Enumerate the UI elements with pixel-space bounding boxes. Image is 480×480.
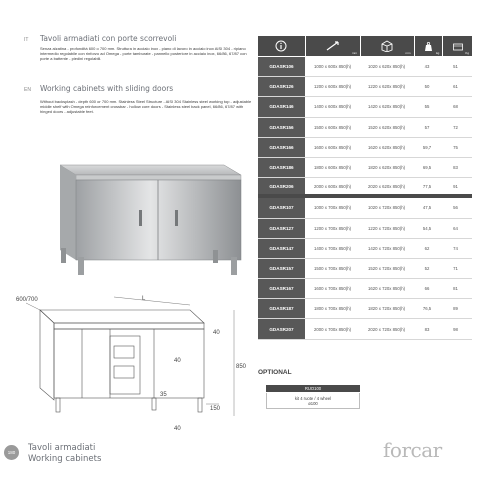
weight-icon [423,41,434,52]
package-dimensions-line: x 850(h) [389,104,406,110]
footer-title-it: Tavoli armadiati [28,443,96,453]
gross-weight: 61 [453,84,458,90]
product-code: GDASR147 [258,239,305,258]
table-row [258,299,472,319]
dim-850: 850 [236,364,246,370]
package-dimensions [360,57,413,76]
product-dimensions-line: 1800 x 600 [313,165,336,171]
gross-weight: 56 [453,205,458,211]
package-dimensions-line: 1020 x 620 [367,64,390,70]
package-dimensions [360,97,413,116]
package-dimensions [360,138,413,157]
product-dimensions-line: 1400 x 700 [313,245,336,251]
product-dimensions-line: x 850(h) [335,286,352,292]
product-dimensions [305,178,360,194]
package-dimensions-line: x 850(h) [389,245,406,251]
product-dimensions [305,219,360,238]
weight-header [415,36,443,56]
package-dimensions-line: x 850(h) [389,64,406,70]
package-dimensions-line: x 850(h) [389,84,406,90]
net-weight: 50 [424,84,430,90]
gross-weight: 75 [453,144,458,150]
package-dimensions-line: 1220 x 720 [367,225,390,231]
net-weight: 66 [424,286,430,292]
product-dimensions-line: 2000 x 600 [313,183,336,189]
product-dimensions [305,57,360,76]
net-weight: 76,5 [422,306,432,312]
gross-weight: 83 [453,165,458,171]
package-dimensions [360,319,413,338]
lang-label-en: EN [24,87,31,93]
gross-weight: 51 [453,64,458,70]
page-number-badge: 180 [4,445,19,460]
product-code: GDASR126 [258,77,305,96]
optional-title: OPTIONAL [258,369,292,376]
package-dimensions-line: 2020 x 720 [367,326,390,332]
package-dimensions [360,279,413,298]
table-row [258,97,472,117]
package-dimensions-line: 1520 x 720 [367,265,390,271]
package-dimensions-line: x 850(h) [389,225,406,231]
product-dimensions-line: 1500 x 600 [313,124,336,130]
table-row [258,239,472,259]
package-dimensions-line: x 850(h) [389,286,406,292]
package-dimensions-line: 1620 x 720 [367,286,390,292]
package-dimensions-line: x 850(h) [389,183,406,189]
package-dimensions-line: x 850(h) [389,326,406,332]
product-dimensions [305,158,360,177]
dim-35: 35 [160,392,167,398]
net-weight: 57 [424,124,430,130]
product-dimensions [305,77,360,96]
gross-weight: 98 [453,326,458,332]
footer-title-en: Working cabinets [28,454,102,464]
package-dimensions-line: x 850(h) [389,205,406,211]
package-box-icon [380,40,394,52]
product-dimensions [305,239,360,258]
description-it: Senza alzatina - profondità 600 o 700 mm. Struttura in acciaio inox - piano di lavoro in acciaio inox AISI 304 - ripiano intermedio regolabile con rinforzo ad Omega - porte tamburate - pannello posteriore in acciaio inox, 66/86, 67/87 con porte a battente - piedini regolabili. [40,46,247,62]
dim-150: 150 [210,406,221,412]
table-row [258,118,472,138]
product-dimensions-line: 1000 x 700 [313,205,336,211]
table-header [258,36,472,56]
product-dimensions [305,97,360,116]
product-code: GDASR206 [258,178,305,194]
product-dimensions-line: 2000 x 700 [313,326,336,332]
package-dimensions-line: x 850(h) [389,165,406,171]
product-dimensions-line: x 850(h) [335,144,352,150]
package-header [361,36,414,56]
gross-weight: 72 [453,124,458,130]
package-dimensions [360,77,413,96]
product-dimensions-line: 1600 x 600 [313,144,336,150]
gross-weight: 89 [453,306,458,312]
package-dimensions [360,198,413,217]
table-row [258,138,472,158]
dim-bottom-40: 40 [174,426,181,432]
dim-mid-40: 40 [174,358,181,364]
product-code: GDASR207 [258,319,305,338]
net-weight: 77,5 [422,183,432,189]
table-row [258,178,472,198]
optional-description [266,393,360,409]
table-row [258,259,472,279]
package-dimensions-line: 1420 x 720 [367,245,390,251]
table-row [258,319,472,339]
product-code: GDASR187 [258,299,305,318]
product-dimensions [305,118,360,137]
product-dimensions-line: x 850(h) [335,64,352,70]
gross-weight-header [443,36,472,56]
product-code: GDASR157 [258,259,305,278]
product-dimensions-line: x 850(h) [335,183,352,189]
gross-kg-label: Kg [465,51,469,55]
net-weight: 83 [424,326,430,332]
net-weight: 69,5 [422,165,432,171]
optional-desc-line2: ø100 [308,401,318,406]
product-dimensions-line: 1000 x 600 [313,64,336,70]
gross-weight: 91 [453,183,458,189]
mm-label: mm [352,51,358,55]
product-dimensions-line: x 850(h) [335,265,352,271]
package-dimensions-line: x 850(h) [389,265,406,271]
product-dimensions-line: x 850(h) [335,245,352,251]
product-code: GDASR156 [258,118,305,137]
brand-logo: forcar [383,438,442,462]
net-weight: 55 [424,104,430,110]
product-code: GDASR146 [258,97,305,116]
package-dimensions-line: 1520 x 620 [367,124,390,130]
gross-weight: 68 [453,104,458,110]
package-dimensions [360,178,413,194]
product-dimensions [305,198,360,217]
lang-label-it: IT [24,37,29,43]
product-dimensions-line: 1800 x 700 [313,306,336,312]
package-dimensions-line: 1820 x 620 [367,165,390,171]
gross-weight: 71 [453,265,458,271]
net-weight: 43 [424,64,430,70]
optional-desc-line1: kit 4 ruote / 4 wheel [294,396,332,401]
product-dimensions-line: x 850(h) [335,326,352,332]
package-dimensions [360,299,413,318]
product-dimensions [305,299,360,318]
product-code: GDASR127 [258,219,305,238]
net-weight: 54,5 [422,225,432,231]
package-dimensions-line: 1620 x 620 [367,144,390,150]
package-dimensions [360,219,413,238]
product-code: GDASR166 [258,138,305,157]
product-table [258,36,472,340]
product-dimensions-line: x 850(h) [335,84,352,90]
package-dimensions [360,259,413,278]
optional-code: RUO100 [266,385,360,392]
table-row [258,198,472,218]
product-dimensions-line: 1200 x 700 [313,225,336,231]
package-dimensions [360,158,413,177]
pack-mm-label: mm [405,51,411,55]
product-dimensions-line: 1600 x 700 [313,286,336,292]
net-weight: 59,7 [422,144,432,150]
title-en: Working cabinets with sliding doors [40,84,174,93]
product-dimensions-line: 1500 x 700 [313,265,336,271]
net-weight: 62 [424,245,430,251]
product-dimensions-line: x 850(h) [335,124,352,130]
package-dimensions-line: 1420 x 620 [367,104,390,110]
dim-depth: 600/700 [16,297,38,303]
product-dimensions-line: x 850(h) [335,306,352,312]
product-dimensions [305,319,360,338]
package-dimensions [360,239,413,258]
product-dimensions-line: 1400 x 600 [313,104,336,110]
title-it: Tavoli armadiati con porte scorrevoli [40,34,177,43]
net-weight: 52 [424,265,430,271]
table-row [258,158,472,178]
table-body [258,57,472,340]
product-dimensions-line: x 850(h) [335,165,352,171]
gross-weight-icon [452,41,464,52]
kg-label: kg [436,51,440,55]
product-dimensions-line: 1200 x 600 [313,84,336,90]
gross-weight: 74 [453,245,458,251]
table-row [258,57,472,77]
table-row [258,279,472,299]
product-dimensions-line: x 850(h) [335,104,352,110]
package-dimensions-line: 1020 x 720 [367,205,390,211]
package-dimensions-line: x 850(h) [389,306,406,312]
product-code: GDASR106 [258,57,305,76]
technical-drawing [14,288,246,438]
package-dimensions-line: x 850(h) [389,144,406,150]
net-weight: 47,5 [422,205,432,211]
dimension-arrow-icon [325,40,341,52]
package-dimensions-line: 2020 x 620 [367,183,390,189]
product-dimensions [305,259,360,278]
product-code: GDASR107 [258,198,305,217]
dim-top-40: 40 [213,330,220,336]
package-dimensions-line: 1820 x 720 [367,306,390,312]
table-row [258,77,472,97]
gross-weight: 64 [453,225,458,231]
product-dimensions [305,138,360,157]
product-dimensions-line: x 850(h) [335,225,352,231]
product-code: GDASR167 [258,279,305,298]
package-dimensions-line: 1220 x 620 [367,84,390,90]
package-dimensions [360,118,413,137]
package-dimensions-line: x 850(h) [389,124,406,130]
info-icon [275,40,287,52]
product-dimensions-line: x 850(h) [335,205,352,211]
info-icon-header [258,36,305,56]
gross-weight: 81 [453,286,458,292]
product-code: GDASR186 [258,158,305,177]
dimensions-header [306,36,360,56]
product-dimensions [305,279,360,298]
description-en: Without backsplash - depth 600 or 700 mm. Stainless Steel Structure - AISI 304 Stainless steel working top - adjustable middle shelf with Omega reinforcement crossbar - hollow core doors - Stainless steel back panel, 66/86, 67/87 with hinged doors - adjustable feet. [40,99,252,115]
table-row [258,219,472,239]
cabinet-photo [38,155,245,280]
dim-length: L [142,296,146,302]
